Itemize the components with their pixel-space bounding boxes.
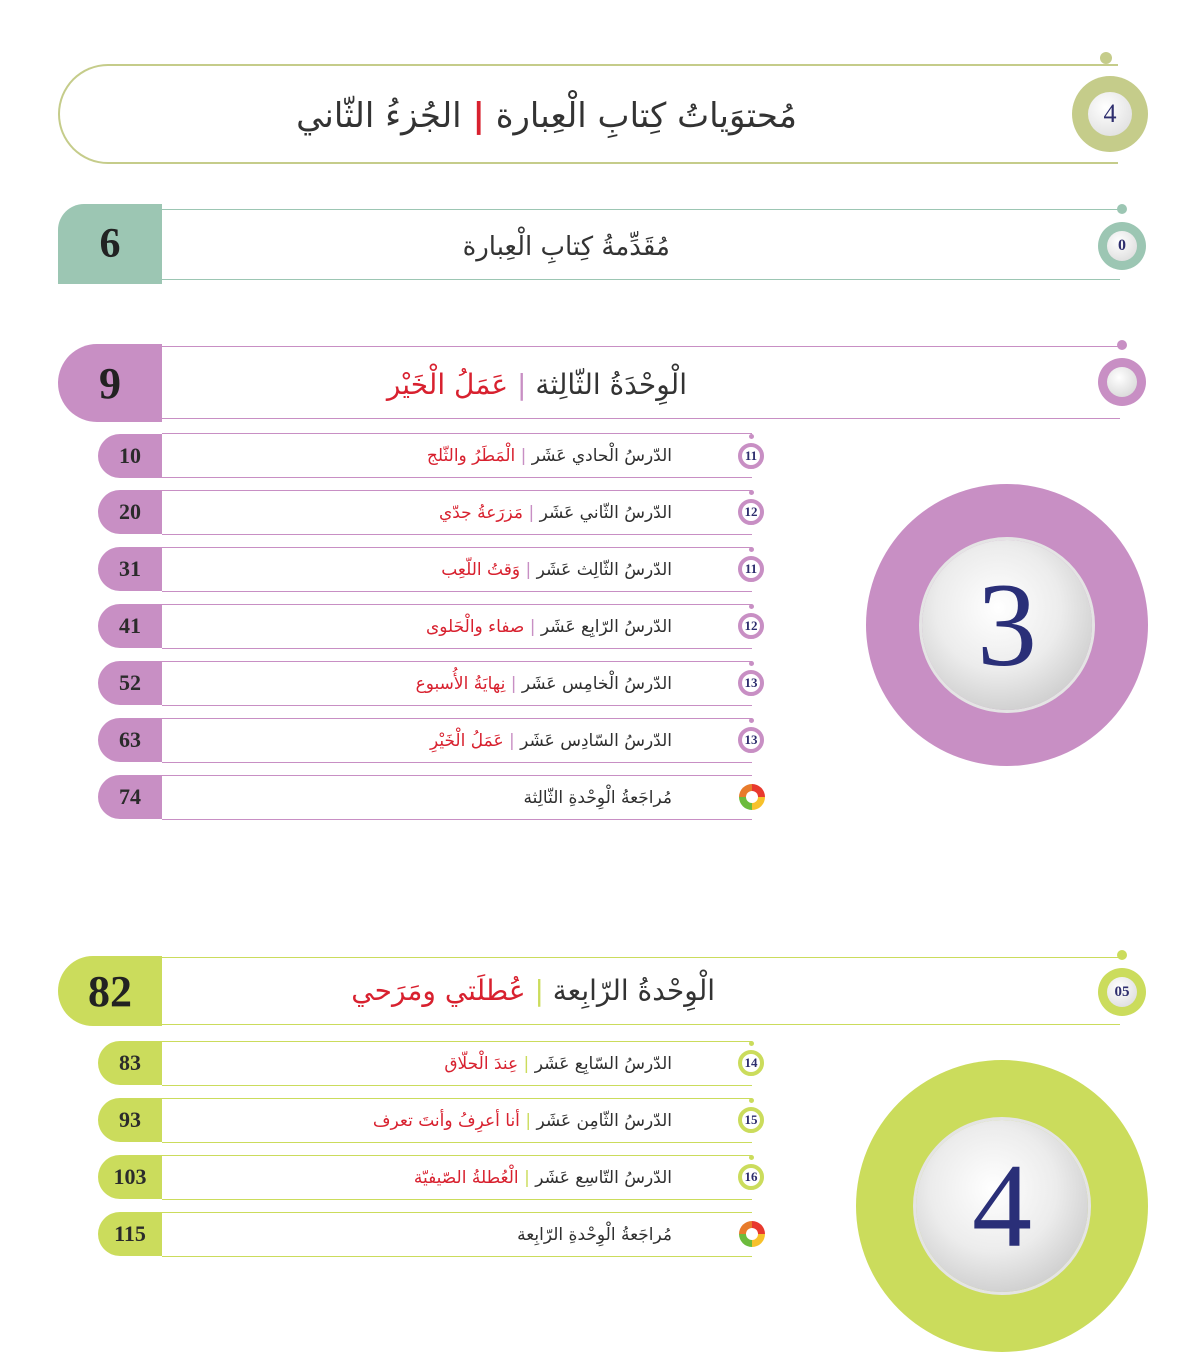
lesson-page-number: 103 [113, 1164, 147, 1189]
lesson-badge [738, 556, 764, 582]
lesson-page-tab [98, 547, 162, 591]
intro-badge-number: 0 [1118, 237, 1126, 254]
header-number-ring [1072, 76, 1148, 152]
lesson-line-bottom [162, 591, 752, 592]
lesson-text [430, 731, 672, 751]
lesson-page-tab [98, 718, 162, 762]
title-separator: | [472, 96, 485, 136]
lesson-badge-dot [749, 1098, 754, 1103]
lesson-page-number: 93 [119, 1107, 141, 1132]
lesson-page-tab [98, 490, 162, 534]
unit4-line-top [162, 957, 1120, 958]
unit3-line-bottom [162, 418, 1120, 419]
lesson-text [444, 1054, 672, 1074]
lesson-text [416, 674, 672, 694]
lesson-page-number: 83 [119, 1050, 141, 1075]
lesson-title: صفاء والْحَلوى [425, 617, 525, 637]
lesson-title: مَزرَعةُ جدّي [438, 503, 524, 523]
lesson-page-number: 10 [119, 443, 141, 468]
intro-badge [1098, 222, 1146, 270]
lesson-label: الدّرسُ الثّامِن عَشَر [536, 1111, 672, 1131]
lesson-separator: | [524, 1168, 530, 1188]
unit4-dot [1117, 950, 1127, 960]
lesson-separator: | [529, 617, 536, 637]
lesson-line-bottom [162, 1085, 752, 1086]
review-page-number: 74 [119, 784, 141, 809]
lesson-line-top [162, 433, 752, 434]
lesson-label: الدّرسُ السّادِس عَشَر [520, 731, 672, 751]
lesson-badge [738, 613, 764, 639]
intro-page-tab[interactable] [58, 204, 162, 284]
review-line-bottom [162, 1256, 752, 1257]
lesson-label: الدّرسُ الْخامِس عَشَر [521, 674, 672, 694]
unit4-badge [1098, 968, 1146, 1016]
unit3-title-separator: | [517, 368, 527, 401]
lesson-line-top [162, 718, 752, 719]
review-label: مُراجَعةُ الْوِحْدةِ الرّابِعة [517, 1225, 672, 1245]
lesson-page-number: 20 [119, 499, 141, 524]
lesson-page-tab [98, 1155, 162, 1199]
lesson-title: وَقتُ اللّعِب [441, 560, 521, 580]
lesson-badge-number: 15 [744, 1112, 758, 1127]
lesson-page-number: 41 [119, 613, 141, 638]
lesson-line-bottom [162, 705, 752, 706]
review-icon [739, 1221, 765, 1247]
review-line-top [162, 1212, 752, 1213]
lesson-label: الدّرسُ الْحادي عَشَر [531, 446, 672, 466]
lesson-label: الدّرسُ الثّالِث عَشَر [536, 560, 672, 580]
lesson-line-top [162, 1155, 752, 1156]
intro-page-number: 6 [99, 221, 121, 267]
title-main: مُحتوَياتُ كِتابِ الْعِبارة [495, 96, 797, 136]
lesson-line-bottom [162, 1199, 752, 1200]
lesson-badge-number: 13 [744, 675, 758, 690]
unit3-title-main: الْوِحْدَةُ الثّالِثة [535, 368, 687, 401]
lesson-line-top [162, 1098, 752, 1099]
lesson-page-number: 31 [119, 556, 141, 581]
review-icon [739, 784, 765, 810]
lesson-label: الدّرسُ السّابِع عَشَر [534, 1054, 672, 1074]
lesson-page-tab [98, 1041, 162, 1085]
lesson-page-tab [98, 604, 162, 648]
review-line-bottom [162, 819, 752, 820]
lesson-separator: | [510, 674, 517, 694]
unit4-page-number: 82 [88, 966, 132, 1016]
unit3-line-top [162, 346, 1120, 347]
header-number: 4 [1103, 99, 1117, 128]
intro-dot [1117, 204, 1127, 214]
lesson-badge [738, 1050, 764, 1076]
lesson-separator: | [528, 503, 535, 523]
unit4-title-separator: | [534, 974, 544, 1007]
lesson-text [427, 446, 672, 466]
lesson-page-tab [98, 661, 162, 705]
lesson-line-bottom [162, 762, 752, 763]
lesson-badge-dot [749, 1155, 754, 1160]
lesson-badge [738, 670, 764, 696]
unit3-big-circle [866, 484, 1148, 766]
lesson-title: الْمَطَرُ والثّلج [426, 446, 516, 466]
title-part: الجُزءُ الثّاني [296, 96, 462, 136]
lesson-line-top [162, 661, 752, 662]
intro-line-bottom [162, 279, 1120, 280]
lesson-badge-number: 14 [744, 1055, 758, 1070]
unit3-badge [1098, 358, 1146, 406]
lesson-badge [738, 443, 764, 469]
unit3-dot [1117, 340, 1127, 350]
lesson-badge-dot [749, 547, 754, 552]
lesson-text [426, 617, 672, 637]
lesson-line-bottom [162, 1142, 752, 1143]
lesson-badge-number: 13 [744, 732, 758, 747]
lesson-page-tab [98, 434, 162, 478]
lesson-label: الدّرسُ الثّاني عَشَر [539, 503, 672, 523]
review-page-tab [98, 775, 162, 819]
lesson-label: الدّرسُ الرّابِع عَشَر [540, 617, 672, 637]
intro-line-top [162, 209, 1120, 210]
lesson-badge-number: 11 [744, 561, 758, 576]
unit3-subtitle: عَمَلُ الْخَيْر [386, 368, 509, 401]
lesson-badge-number: 11 [744, 448, 758, 463]
lesson-text [439, 503, 672, 523]
lesson-page-tab [98, 1098, 162, 1142]
lesson-line-top [162, 490, 752, 491]
lesson-label: الدّرسُ التّاسِع عَشَر [535, 1168, 672, 1188]
header-dot [1100, 52, 1112, 64]
review-label: مُراجَعةُ الْوِحْدةِ الثّالِثة [523, 788, 672, 808]
unit4-big-number: 4 [972, 1139, 1032, 1272]
lesson-page-number: 63 [119, 727, 141, 752]
unit3-big-number: 3 [977, 558, 1037, 691]
lesson-badge-number: 16 [744, 1169, 758, 1184]
review-page-number: 115 [114, 1221, 146, 1246]
lesson-title: الْعُطلةُ الصّيفيّة [413, 1168, 519, 1188]
lesson-separator: | [509, 731, 515, 751]
page-title [296, 96, 797, 136]
lesson-separator: | [523, 1054, 530, 1074]
lesson-separator: | [520, 446, 527, 466]
lesson-text [373, 1111, 672, 1131]
unit4-line-bottom [162, 1024, 1120, 1025]
lesson-badge-dot [749, 661, 754, 666]
lesson-badge-dot [749, 490, 754, 495]
unit3-page-tab[interactable] [58, 344, 162, 422]
lesson-title: أنا أعرِفُ وأنتَ تعرف [372, 1111, 520, 1131]
lesson-badge-dot [749, 604, 754, 609]
lesson-page-number: 52 [119, 670, 141, 695]
unit4-big-circle [856, 1060, 1148, 1352]
lesson-title: نِهايَةُ الأُسبوع [415, 674, 506, 694]
lesson-text [414, 1168, 672, 1188]
lesson-line-top [162, 1041, 752, 1042]
unit3-title[interactable] [387, 368, 687, 401]
lesson-separator: | [525, 1111, 532, 1131]
lesson-line-bottom [162, 534, 752, 535]
lesson-badge-dot [749, 718, 754, 723]
lesson-badge [738, 727, 764, 753]
lesson-separator: | [525, 560, 532, 580]
lesson-line-top [162, 604, 752, 605]
lesson-badge-number: 12 [744, 504, 758, 519]
lesson-title: عِندَ الْحلّاق [444, 1054, 519, 1074]
lesson-line-top [162, 547, 752, 548]
lesson-badge-number: 12 [744, 618, 758, 633]
lesson-badge [738, 1164, 764, 1190]
lesson-text [441, 560, 672, 580]
unit4-badge-number: 05 [1114, 983, 1130, 1000]
unit4-title[interactable] [351, 974, 715, 1007]
review-line-top [162, 775, 752, 776]
lesson-badge [738, 1107, 764, 1133]
review-page-tab [98, 1212, 162, 1256]
lesson-line-bottom [162, 477, 752, 478]
unit4-subtitle: عُطلَتي ومَرَحي [351, 974, 526, 1007]
unit4-title-main: الْوِحْدةُ الرّابِعة [552, 974, 715, 1007]
unit4-page-tab[interactable] [58, 956, 162, 1026]
lesson-badge-dot [749, 434, 754, 439]
intro-title[interactable]: مُقَدِّمةُ كِتابِ الْعِبارة [462, 232, 670, 262]
lesson-badge-dot [749, 1041, 754, 1046]
lesson-line-bottom [162, 648, 752, 649]
unit3-page-number: 9 [99, 358, 121, 408]
lesson-title: عَمَلُ الْخَيْرِ [429, 731, 504, 751]
lesson-badge [738, 499, 764, 525]
